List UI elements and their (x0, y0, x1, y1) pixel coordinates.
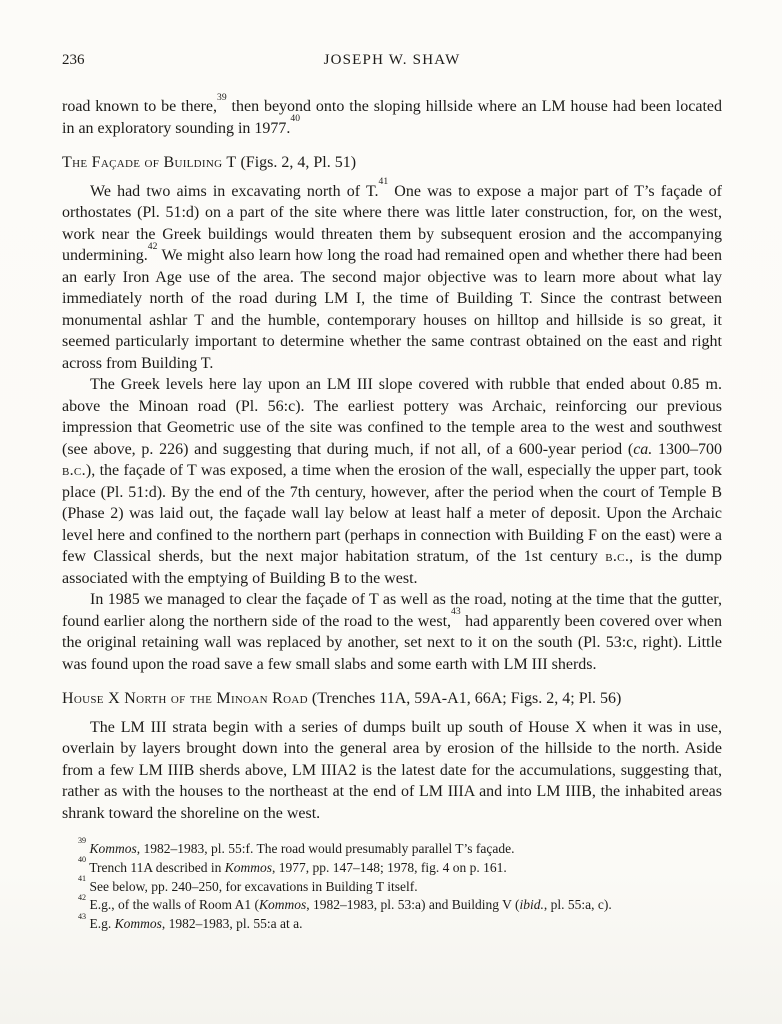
footnote-reference: 41 (78, 874, 87, 884)
footnote-reference: 41 (378, 176, 389, 188)
footnote-41: $^{41}$ See below, pp. 240–250, for excavations in Building T itself. (78, 874, 418, 894)
footnote-reference: 43 (451, 606, 461, 618)
footnotes-block (62, 836, 722, 934)
footnote-42: $^{42}$ E.g., of the walls of Room A1 (Kommos, 1982–1983, pl. 53:a) and Building V (ibid., pl. 55:a, c). (78, 892, 612, 913)
section-heading-house-x: House X North of the Minoan Road (Trenches 11A, 59A-A1, 66A; Figs. 2, 4; Pl. 56) (62, 690, 622, 707)
paragraph-intro: road known to be there,$^{39}$ then beyond onto the sloping hillside where an LM house had been located in an exploratory sounding in 1977.40 (62, 91, 722, 137)
page-header (62, 52, 722, 72)
footnote-reference: 40 (78, 855, 87, 865)
footnote-reference: 43 (78, 911, 87, 921)
footnote-reference: 42 (78, 892, 87, 902)
paragraph-facade-1: We had two aims in excavating north of T.$^{41}$ One was to expose a major part of T’s façade of orthostates (Pl. 51:d) on a part of the site where there was little later construction, for, on the west, work near the Greek buildings would threaten them by subsequent erosion and the accompanying undermining.$^{42}$ We might also learn how long the road had remained open and whether there had been an early Iron Age use of the area. The second major objective was to learn more about what lay immediately north of the road during LM I, the time of Building T. Since the contrast between monumental ashlar T and the humble, contemporary houses on hilltop and hillside is so great, it seemed particularly important to determine whether the same contrast obtained on the east and right across from Building T. (62, 176, 722, 372)
paragraph-facade-2: The Greek levels here lay upon an LM III slope covered with rubble that ended about 0.85 m. above the Minoan road (Pl. 56:c). The earliest pottery was Archaic, reinforcing our previous impression that Geometric use of the site was confined to the temple area to the west and southwest (see above, p. 226) and suggesting that during much, if not all, of a 600-year period (ca. 1300–700 b.c.), the façade of T was exposed, a time when the erosion of the wall, especially the upper part, took place (Pl. 51:d). By the end of the 7th century, however, after the period when the court of Temple B (Phase 2) was laid out, the façade wall lay below at least half a meter of deposit. Upon the Archaic level here and confined to the northern part (perhaps in connection with Building F on the east) were a few Classical sherds, but the next major habitation stratum, of the 1st century b.c., is the dump associated with the emptying of Building B to the west. (62, 376, 723, 587)
footnote-43: $^{43}$ E.g. Kommos, 1982–1983, pl. 55:a at a. (78, 911, 303, 932)
footnote-40: $^{40}$ Trench 11A described in Kommos, 1977, pp. 147–148; 1978, fig. 4 on p. 161. (78, 855, 507, 875)
page-number: 236 (62, 52, 85, 68)
footnote-reference: 40 (290, 113, 301, 125)
footnote-39: $^{39}$ Kommos, 1982–1983, pl. 55:f. The road would presumably parallel T’s façade. (78, 836, 515, 856)
paragraph-house-1: The LM III strata begin with a series of dumps built up south of House X when it was in use, overlain by layers brought down into the general area by erosion of the hillside to the north. Aside from a few LM IIIB sherds above, LM IIIA2 is the latest date for the accumulations, suggesting that, rather as with the houses to the northeast at the end of LM IIIA and into LM IIIB, the inhabited areas shrank toward the shoreline on the west. (62, 718, 722, 822)
section-heading-facade: The Façade of Building T (Figs. 2, 4, Pl. 51) (62, 154, 357, 171)
running-head: JOSEPH W. SHAW (323, 52, 461, 68)
paragraph-facade-3: In 1985 we managed to clear the façade of T as well as the road, noting at the time that the gutter, found earlier along the northern side of the road to the west,$^{43}$ had apparently been covered over when the original retaining wall was replaced by another, set next to it on the south (Pl. 53:c, right). Little was found upon the road save a few small slabs and some earth with LM III sherds. (62, 591, 723, 673)
footnote-reference: 42 (147, 240, 158, 252)
footnote-reference: 39 (217, 91, 227, 103)
article-body (62, 91, 723, 824)
footnote-reference: 39 (78, 836, 87, 846)
